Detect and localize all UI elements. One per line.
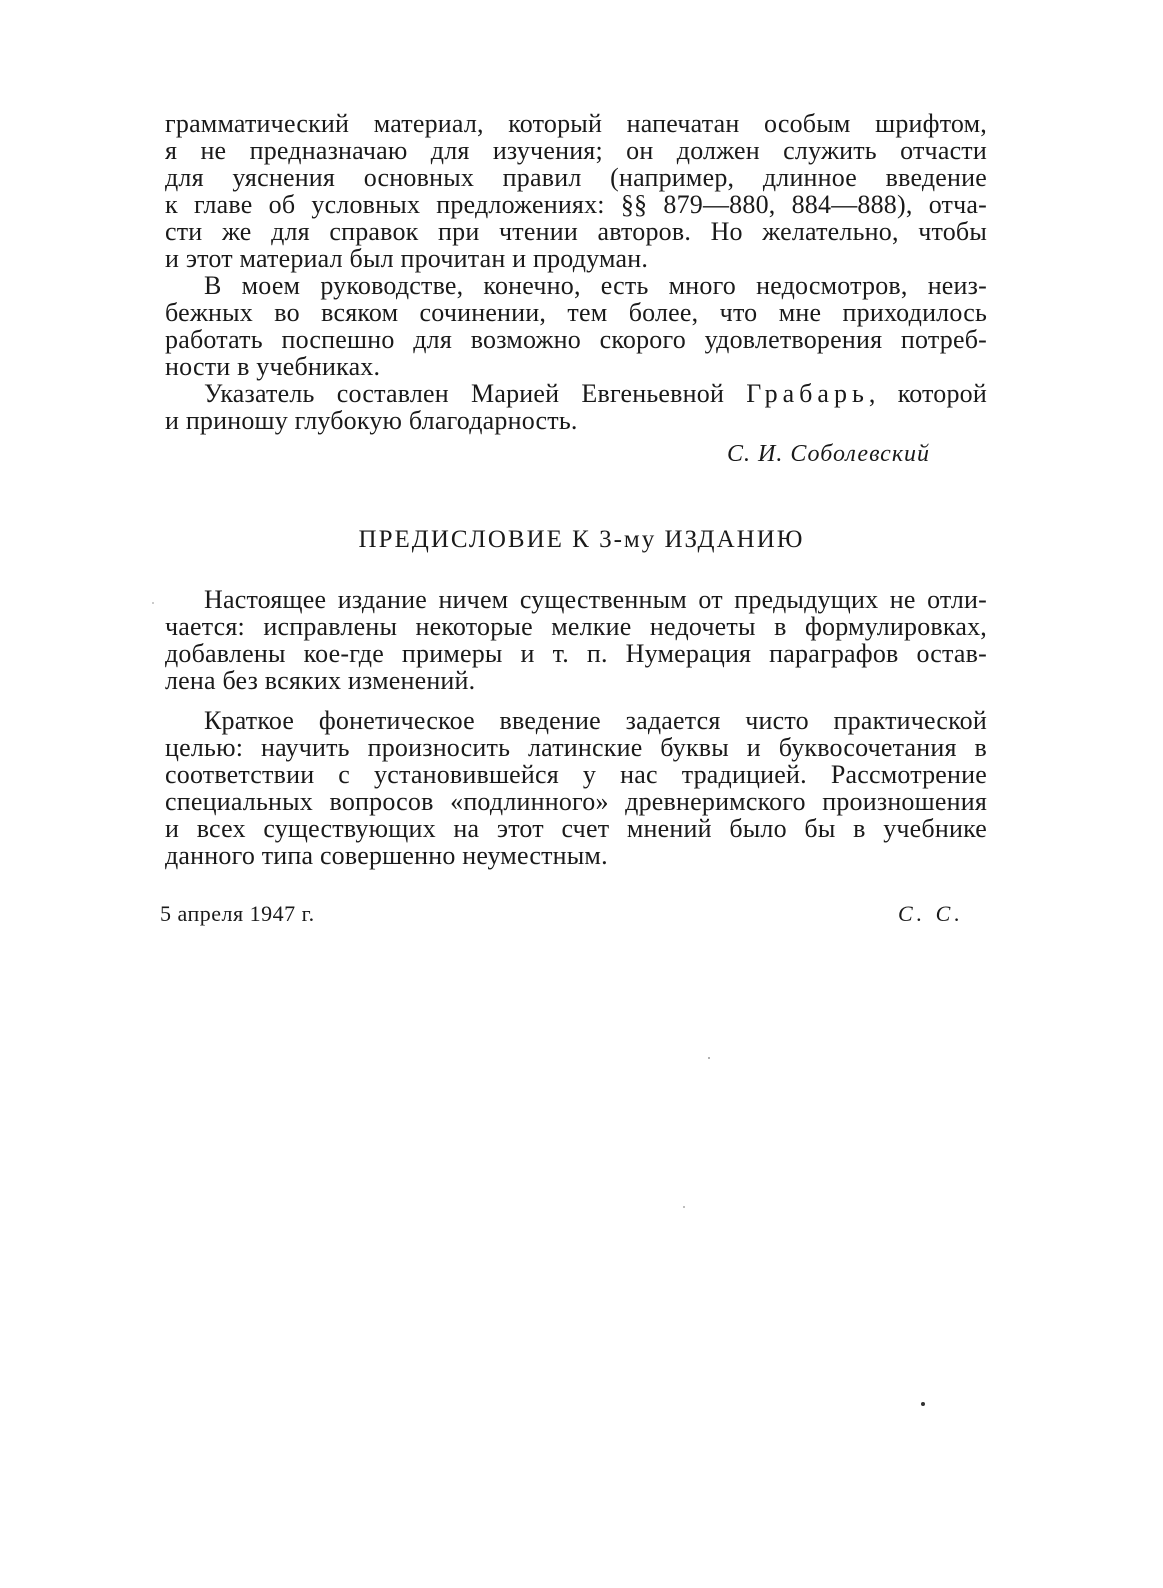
para5-line-5: и всех существующих на этот счет мнений было бы в учебнике: [165, 814, 987, 843]
para2-line-4: ности в учебниках.: [165, 352, 381, 381]
initials: С. С.: [898, 901, 964, 926]
para2-line-3: работать поспешно для возможно скорого удовлетворения потреб-: [165, 325, 987, 354]
para3-text-before: Указатель составлен Марией Евгеньевной: [204, 379, 747, 408]
scan-speck: [921, 1402, 925, 1406]
para2-line-1: В моем руководстве, конечно, есть много недосмотров, неиз-: [204, 271, 987, 300]
section-heading: ПРЕДИСЛОВИЕ К 3-му ИЗДАНИЮ: [358, 526, 805, 553]
scan-speck: [683, 1206, 685, 1208]
para5-line-2: целью: научить произносить латинские буквы и буквосочетания в: [165, 733, 987, 762]
scan-speck: [152, 602, 154, 604]
date: 5 апреля 1947 г.: [160, 901, 315, 926]
para4-line-4: лена без всяких изменений.: [165, 666, 476, 695]
para4-line-2: чается: исправлены некоторые мелкие недочеты в формулировках,: [165, 612, 987, 641]
para3-text-after: , которой: [868, 379, 987, 408]
para4-line-3: добавлены кое-где примеры и т. п. Нумерация параграфов остав-: [165, 639, 987, 668]
author-signature: С. И. Соболевский: [727, 441, 931, 467]
para5-line-1: Краткое фонетическое введение задается чисто практической: [204, 706, 987, 735]
para1-line-3: для уяснения основных правил (например, длинное введение: [165, 163, 987, 192]
para5-line-3: соответствии с установившейся у нас традицией. Рассмотрение: [165, 760, 987, 789]
scan-speck: [708, 1057, 710, 1059]
para1-line-6: и этот материал был прочитан и продуман.: [165, 244, 649, 273]
person-name: Грабарь: [746, 379, 869, 408]
para1-line-5: сти же для справок при чтении авторов. Но желательно, чтобы: [165, 217, 987, 246]
para2-line-2: бежных во всяком сочинении, тем более, что мне приходилось: [165, 298, 987, 327]
para3-line-1: [204, 380, 987, 408]
para4-line-1: Настоящее издание ничем существенным от предыдущих не отли-: [204, 585, 987, 614]
para1-line-4: к главе об условных предложениях: §§ 879—880, 884—888), отча-: [165, 190, 987, 219]
para3-line-2: и приношу глубокую благодарность.: [165, 406, 578, 435]
para5-line-6: данного типа совершенно неуместным.: [165, 841, 608, 870]
para1-line-1: грамматический материал, который напечатан особым шрифтом,: [165, 109, 987, 138]
para1-line-2: я не предназначаю для изучения; он должен служить отчасти: [165, 136, 987, 165]
para5-line-4: специальных вопросов «подлинного» древнеримского произношения: [165, 787, 987, 816]
